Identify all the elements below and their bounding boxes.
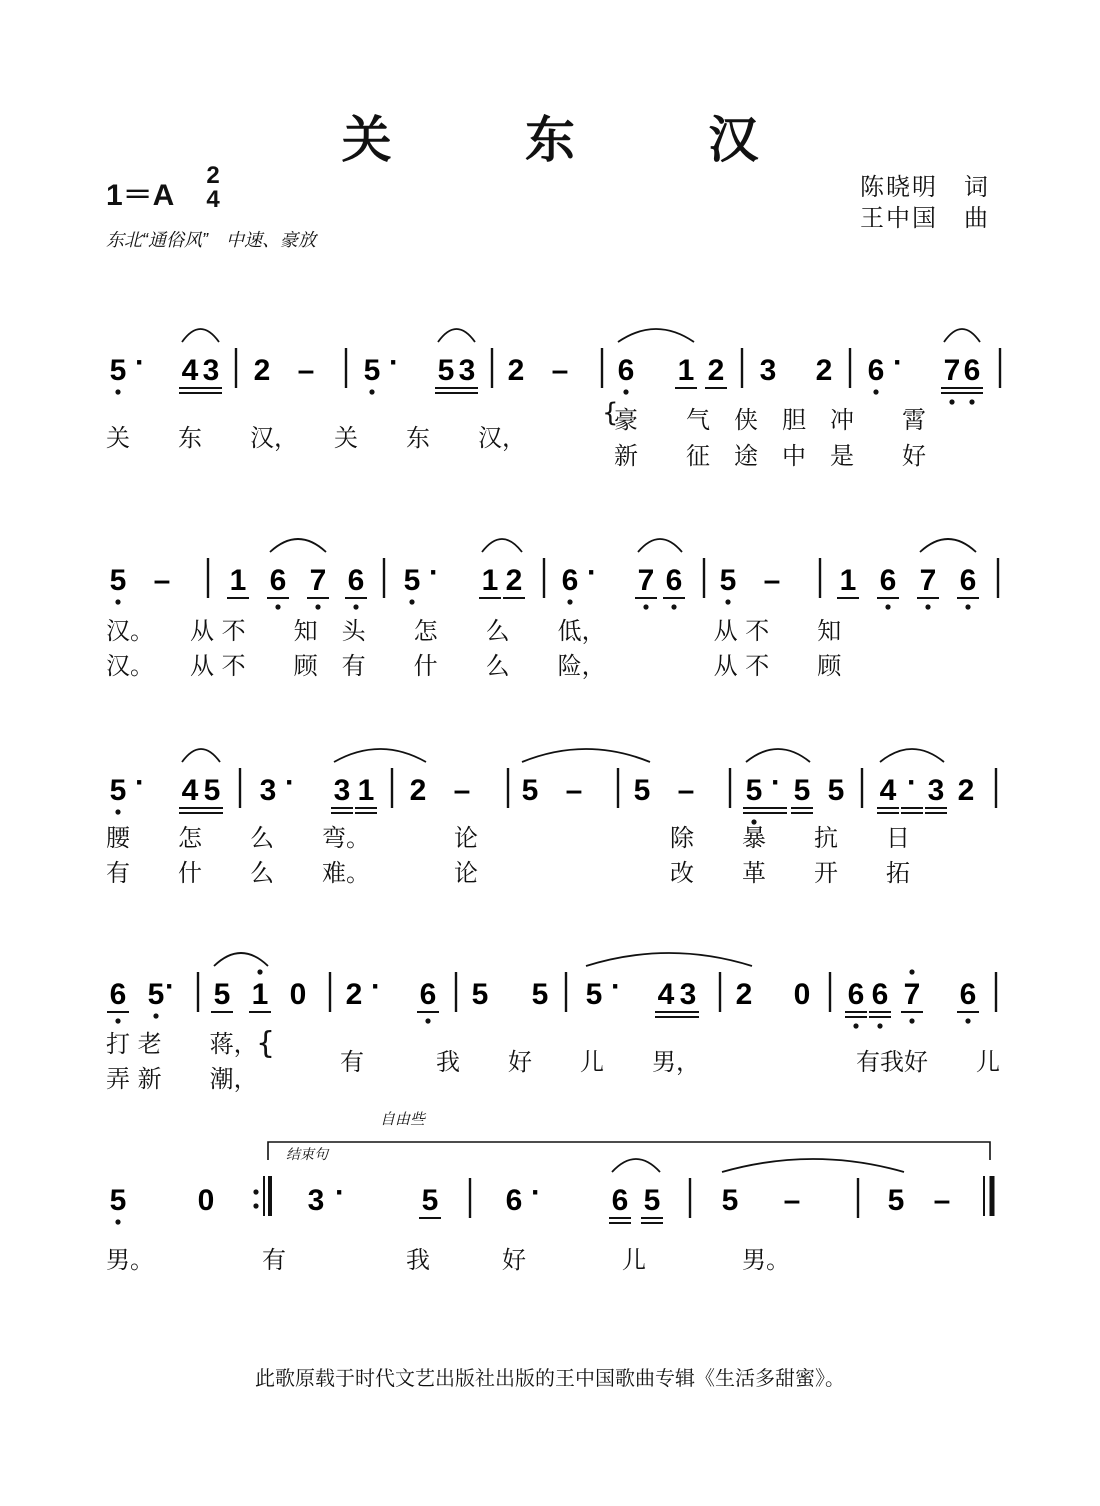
- note: 4: [181, 774, 199, 807]
- slur: [746, 749, 810, 762]
- octave-dot: [115, 809, 120, 814]
- note: –: [551, 354, 569, 387]
- note: 5: [721, 1184, 739, 1217]
- note: 5: [203, 774, 221, 807]
- octave-dot: [153, 1013, 158, 1018]
- brace-icon: {: [256, 1026, 276, 1061]
- note: 1: [677, 354, 695, 387]
- note: 5: [109, 564, 127, 597]
- slur: [182, 749, 220, 762]
- time-sig-top: 2: [206, 162, 220, 189]
- note: 1: [481, 564, 499, 597]
- note: –: [565, 774, 583, 807]
- octave-dot: [425, 1018, 430, 1023]
- note: 5: [643, 1184, 661, 1217]
- note: 5: [471, 978, 489, 1011]
- octave-dot: [725, 599, 730, 604]
- lyrics-line: 豪 气 侠 胆 冲 霄: [614, 406, 926, 434]
- note: 6: [561, 564, 579, 597]
- octave-dot: [623, 389, 628, 394]
- slur: [880, 749, 944, 762]
- note: 5: [531, 978, 549, 1011]
- note: 0: [793, 978, 811, 1011]
- note: –: [153, 564, 171, 597]
- octave-dot: [965, 1018, 970, 1023]
- slur: [612, 1159, 660, 1172]
- note: 4: [181, 354, 199, 387]
- note: 5: [887, 1184, 905, 1217]
- octave-dot: [909, 1018, 914, 1023]
- note: 1: [251, 978, 269, 1011]
- time-sig-bottom: 4: [206, 186, 220, 213]
- slur: [270, 539, 326, 552]
- note: 2: [815, 354, 833, 387]
- freely-marking: 自由些: [380, 1110, 426, 1128]
- octave-dot: [115, 1018, 120, 1023]
- lyrics-line: 男。 有 我 好 儿 男。: [106, 1246, 790, 1274]
- note: 0: [289, 978, 307, 1011]
- note: 0: [197, 1184, 215, 1217]
- augmentation-dot: ·: [893, 346, 903, 379]
- note: –: [933, 1184, 951, 1217]
- octave-dot: [115, 599, 120, 604]
- note: 3: [202, 354, 220, 387]
- note: –: [763, 564, 781, 597]
- augmentation-dot: ·: [611, 970, 621, 1003]
- note: 5: [745, 774, 763, 807]
- footnote: 此歌原载于时代文艺出版社出版的王中国歌曲专辑《生活多甜蜜》。: [255, 1366, 845, 1390]
- lyrics-line: 汉。 从 不 知 头 怎 么 低， 从 不 知: [106, 617, 842, 645]
- slur: [618, 329, 694, 342]
- lyrics-line: 汉。 从 不 顾 有 什 么 险， 从 不 顾: [106, 652, 842, 680]
- octave-dot: [671, 604, 676, 609]
- octave-dot: [115, 389, 120, 394]
- note: 7: [943, 354, 961, 387]
- octave-dot: [643, 604, 648, 609]
- slur: [482, 539, 522, 552]
- lyricist: 陈晓明 词: [860, 173, 990, 201]
- note: 6: [959, 564, 977, 597]
- note: 6: [847, 978, 865, 1011]
- octave-dot: [925, 604, 930, 609]
- composer: 王中国 曲: [860, 204, 990, 232]
- note: 1: [357, 774, 375, 807]
- octave-dot: [409, 599, 414, 604]
- octave-dot: [909, 969, 914, 974]
- note: 3: [458, 354, 476, 387]
- note: 7: [637, 564, 655, 597]
- note: 5: [633, 774, 651, 807]
- note: 2: [253, 354, 271, 387]
- lyrics-line: 有 我 好 儿 男， 有我好 儿: [340, 1048, 1000, 1076]
- note: 5: [109, 774, 127, 807]
- octave-dot: [853, 1023, 858, 1028]
- note: 2: [409, 774, 427, 807]
- augmentation-dot: ·: [907, 766, 917, 799]
- note: 5: [109, 354, 127, 387]
- octave-dot: [275, 604, 280, 609]
- slur: [638, 539, 682, 552]
- slur: [920, 539, 976, 552]
- note: 6: [347, 564, 365, 597]
- octave-dot: [315, 604, 320, 609]
- augmentation-dot: ·: [371, 970, 381, 1003]
- note: 6: [611, 1184, 629, 1217]
- octave-dot: [949, 399, 954, 404]
- note: 4: [879, 774, 897, 807]
- octave-dot: [115, 1219, 120, 1224]
- slur: [438, 329, 475, 342]
- lyrics-line: 弄 新 潮，: [106, 1065, 258, 1093]
- slur: [522, 749, 650, 762]
- note: 2: [957, 774, 975, 807]
- note: 7: [309, 564, 327, 597]
- note: 7: [903, 978, 921, 1011]
- augmentation-dot: ·: [429, 556, 439, 589]
- octave-dot: [567, 599, 572, 604]
- note: 6: [505, 1184, 523, 1217]
- note: 6: [419, 978, 437, 1011]
- note: 3: [759, 354, 777, 387]
- note: 1: [839, 564, 857, 597]
- note: 3: [259, 774, 277, 807]
- lyrics-line: 关 东 汉， 关 东 汉，: [106, 424, 526, 452]
- note: 1: [229, 564, 247, 597]
- note: 5: [109, 1184, 127, 1217]
- lyrics-line: 腰 怎 么 弯。 论 除 暴 抗 日: [106, 824, 910, 852]
- octave-dot: [877, 1023, 882, 1028]
- augmentation-dot: ·: [135, 346, 145, 379]
- augmentation-dot: ·: [587, 556, 597, 589]
- note: 5: [213, 978, 231, 1011]
- note: 2: [707, 354, 725, 387]
- lyrics-line: 新 征 途 中 是 好: [614, 442, 926, 470]
- octave-dot: [257, 969, 262, 974]
- note: 6: [963, 354, 981, 387]
- note: 7: [919, 564, 937, 597]
- ending-bracket: [268, 1142, 990, 1160]
- note: 6: [617, 354, 635, 387]
- slur: [334, 749, 426, 762]
- octave-dot: [965, 604, 970, 609]
- note: –: [677, 774, 695, 807]
- slur: [182, 329, 219, 342]
- slur: [722, 1159, 904, 1172]
- note: 5: [147, 978, 165, 1011]
- note: 2: [507, 354, 525, 387]
- note: 5: [437, 354, 455, 387]
- song-title: 关 东 汉: [341, 110, 817, 169]
- note: 6: [959, 978, 977, 1011]
- tempo-marking: 东北“通俗风” 中速、豪放: [106, 230, 316, 250]
- octave-dot: [353, 604, 358, 609]
- note: 6: [109, 978, 127, 1011]
- note: 6: [867, 354, 885, 387]
- lyrics-line: 打 老 蒋，: [106, 1030, 258, 1058]
- ending-label: 结束句: [286, 1147, 328, 1163]
- note: 3: [927, 774, 945, 807]
- repeat-dot: [253, 1203, 258, 1208]
- repeat-dot: [253, 1189, 258, 1194]
- note: 5: [793, 774, 811, 807]
- note: 6: [665, 564, 683, 597]
- slur: [944, 329, 980, 342]
- note: 3: [307, 1184, 325, 1217]
- brace-icon: {: [602, 398, 619, 428]
- note: 2: [735, 978, 753, 1011]
- note: –: [453, 774, 471, 807]
- augmentation-dot: ·: [771, 766, 781, 799]
- augmentation-dot: ·: [135, 766, 145, 799]
- note: 5: [521, 774, 539, 807]
- note: 6: [269, 564, 287, 597]
- augmentation-dot: ·: [165, 970, 175, 1003]
- octave-dot: [885, 604, 890, 609]
- note: 2: [505, 564, 523, 597]
- note: –: [783, 1184, 801, 1217]
- note: 2: [345, 978, 363, 1011]
- augmentation-dot: ·: [285, 766, 295, 799]
- note: 6: [871, 978, 889, 1011]
- lyrics-line: 有 什 么 难。 论 改 革 开 拓: [106, 859, 910, 887]
- note: 5: [827, 774, 845, 807]
- note: 5: [585, 978, 603, 1011]
- note: –: [297, 354, 315, 387]
- augmentation-dot: ·: [531, 1176, 541, 1209]
- octave-dot: [873, 389, 878, 394]
- key-signature: 1＝A: [106, 179, 175, 212]
- note: 5: [719, 564, 737, 597]
- augmentation-dot: ·: [335, 1176, 345, 1209]
- note: 5: [421, 1184, 439, 1217]
- note: 4: [657, 978, 675, 1011]
- slur: [214, 953, 268, 966]
- note: 6: [879, 564, 897, 597]
- augmentation-dot: ·: [389, 346, 399, 379]
- note: 5: [363, 354, 381, 387]
- note: 3: [333, 774, 351, 807]
- note: 5: [403, 564, 421, 597]
- octave-dot: [369, 389, 374, 394]
- octave-dot: [969, 399, 974, 404]
- slur: [586, 953, 752, 966]
- note: 3: [679, 978, 697, 1011]
